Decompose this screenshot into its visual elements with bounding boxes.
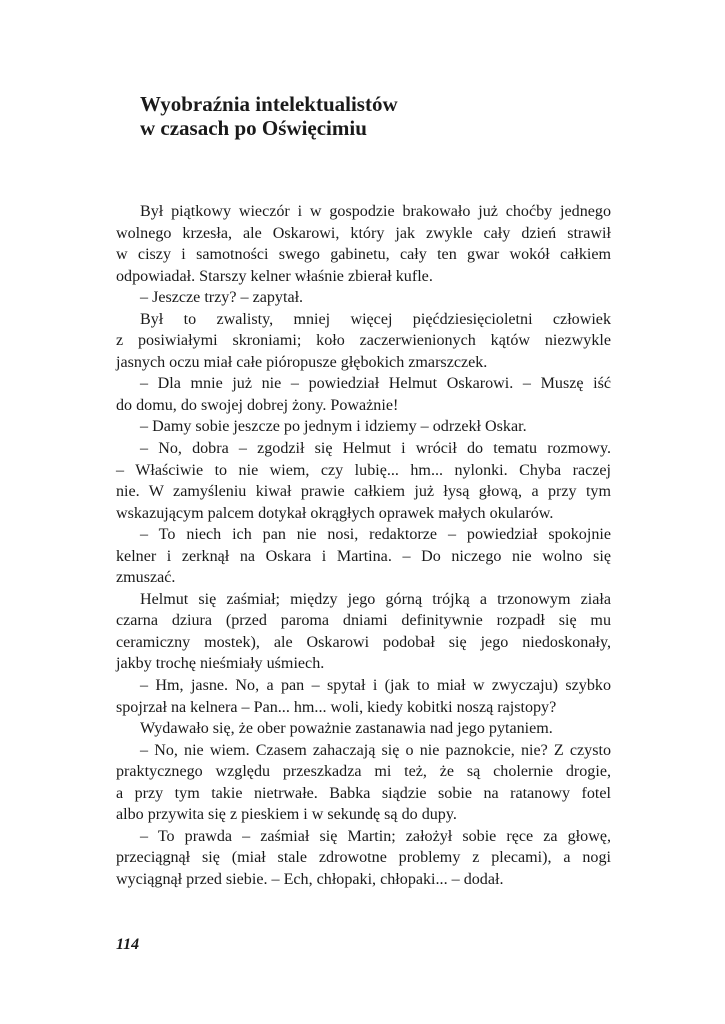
text-line: nie. W zamyśleniu kiwał prawie całkiem już łysą głową, a przy tym	[116, 483, 611, 501]
text-line: Helmut się zaśmiał; między jego górną trójką a trzonowym ziała	[140, 590, 611, 608]
text-line: – Dla mnie już nie – powiedział Helmut Oskarowi. – Muszę iść	[140, 375, 611, 393]
text-line: – To prawda – zaśmiał się Martin; założył sobie ręce za głowę,	[140, 827, 611, 845]
text-line: odpowiadał. Starszy kelner właśnie zbierał kufle.	[116, 267, 433, 285]
chapter-title	[140, 92, 620, 140]
text-line: – No, nie wiem. Czasem zahaczają się o nie paznokcie, nie? Z czysto	[140, 741, 611, 759]
text-line: – To niech ich pan nie nosi, redaktorze – powiedział spokojnie	[140, 526, 611, 544]
text-line: w ciszy i samotności swego gabinetu, cały ten gwar wokół całkiem	[116, 246, 611, 264]
text-line: spojrzał na kelnera – Pan... hm... woli, kiedy kobitki noszą rajstopy?	[116, 698, 557, 716]
text-line: przeciągnął się (miał stale zdrowotne problemy z plecami), a nogi	[116, 849, 611, 867]
text-line: kelner i zerknął na Oskara i Martina. – Do niczego nie wolno się	[116, 547, 611, 565]
text-line: Był to zwalisty, mniej więcej pięćdziesięcioletni człowiek	[140, 310, 611, 328]
text-line: jasnych oczu miał całe pióropusze głębokich zmarszczek.	[116, 353, 488, 371]
text-line: albo przywita się z pieskiem i w sekundę są do dupy.	[116, 806, 457, 824]
body-text	[116, 201, 611, 891]
text-line: – Właściwie to nie wiem, czy lubię... hm... nylonki. Chyba raczej	[116, 461, 611, 479]
page-number: 114	[116, 936, 140, 953]
text-line: – Hm, jasne. No, a pan – spytał i (jak to miał w zwyczaju) szybko	[140, 677, 611, 695]
text-line: Był piątkowy wieczór i w gospodzie brakowało już choćby jednego	[140, 203, 611, 220]
text-line: – No, dobra – zgodził się Helmut i wrócił do tematu rozmowy.	[140, 440, 611, 458]
text-line: z posiwiałymi skroniami; koło zaczerwienionych kątów niezwykle	[116, 332, 611, 350]
text-line: wskazującym palcem dotykał okrągłych oprawek małych okularów.	[116, 504, 554, 522]
text-line: do domu, do swojej dobrej żony. Poważnie!	[116, 396, 399, 414]
text-line: wyciągnął przed siebie. – Ech, chłopaki, chłopaki... – dodał.	[116, 870, 504, 888]
text-line: praktycznego względu przeszkadza mi też, że są cholernie drogie,	[116, 763, 611, 781]
chapter-title-line-1: Wyobraźnia intelektualistów	[140, 92, 398, 116]
text-line: wolnego krzesła, ale Oskarowi, który jak zwykle cały dzień strawił	[116, 224, 611, 242]
text-line: Wydawało się, że ober poważnie zastanawia nad jego pytaniem.	[140, 720, 553, 738]
text-line: jakby trochę nieśmiały uśmiech.	[116, 655, 325, 673]
text-line: ceramiczny mostek), ale Oskarowi podobał się jego niedoskonały,	[116, 633, 611, 651]
text-line: a przy tym takie nietrwałe. Babka siądzie sobie na ratanowy fotel	[116, 784, 611, 802]
text-line: – Damy sobie jeszcze po jednym i idziemy – odrzekł Oskar.	[140, 418, 527, 436]
chapter-title-line-2: w czasach po Oświęcimiu	[140, 116, 367, 140]
text-line: – Jeszcze trzy? – zapytał.	[140, 289, 304, 307]
text-line: czarna dziura (przed paroma dniami definitywnie rozpadł się mu	[116, 612, 611, 630]
text-line: zmuszać.	[116, 569, 176, 587]
